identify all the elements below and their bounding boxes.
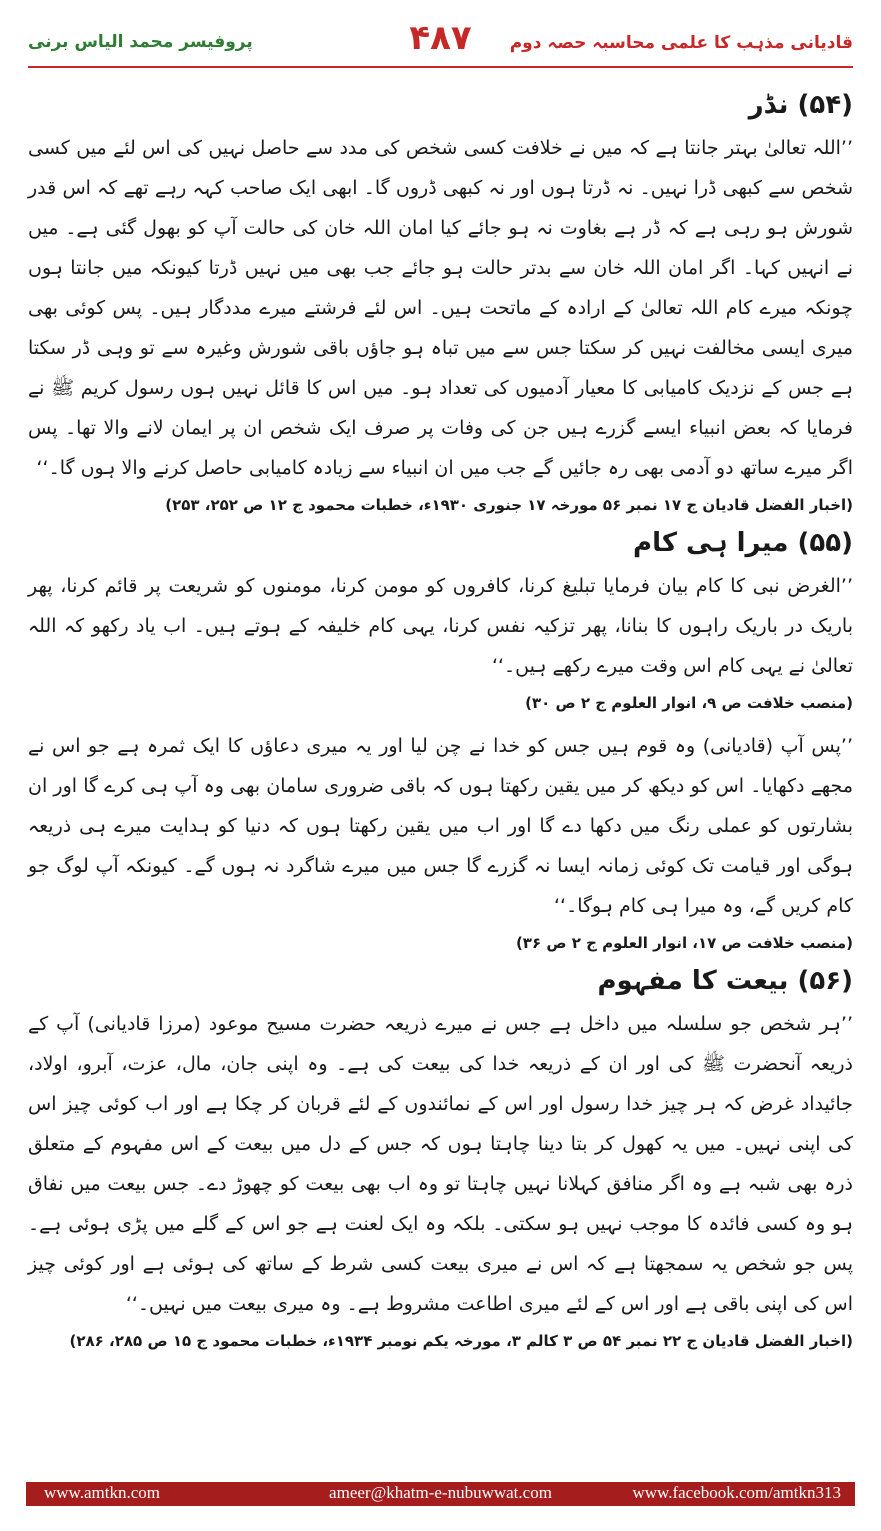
section-54-paragraph: ’’اللہ تعالیٰ بہتر جانتا ہے کہ میں نے خلافت کسی شخص کی مدد سے حاصل نہیں کی اس لئے میں کسی شخص سے کبھی ڈرا نہیں۔ نہ ڈرتا ہوں اور نہ کبھی ڈروں گا۔ ابھی ایک صاحب کہہ رہے تھے کہ اس قدر شورش ہو رہی ہے کہ ڈر ہے بغاوت نہ ہو جائے کیا امان اللہ خان کی حالت آپ کو بھول گئی ہے۔ میں نے انہیں کہا۔ اگر امان اللہ خان سے بدتر حالت ہو جائے جب بھی میں نہیں ڈرتا کیونکہ میں جانتا ہوں چونکہ میرے کام اللہ تعالیٰ کے ارادہ کے ماتحت ہیں۔ اس لئے فرشتے میرے مددگار ہیں۔ پس کوئی بھی میری ایسی مخالفت نہیں کر سکتا جس سے میں تباہ ہو جاؤں باقی شورش وغیرہ سے تو وہی ڈر سکتا ہے جس کے نزدیک کامیابی کا معیار آدمیوں کی تعداد ہو۔ میں اس کا قائل نہیں ہوں رسول کریم ﷺ نے فرمایا کہ بعض انبیاء ایسے گزرے ہیں جن کی وفات پر صرف ایک شخص ان پر ایمان لانے والا تھا۔ پس اگر میرے ساتھ دو آدمی بھی رہ جائیں گے جب میں ان انبیاء سے زیادہ کامیابی حاصل کرنے والا ہوں گا۔‘‘ [28,137,853,479]
section-56-paragraph: ’’ہر شخص جو سلسلہ میں داخل ہے جس نے میرے ذریعہ حضرت مسیح موعود (مرزا قادیانی) آپ کے ذریعہ آنحضرت ﷺ کی اور ان کے ذریعہ خدا کی بیعت کی ہے۔ وہ اپنی جان، مال، عزت، آبرو، اولاد، جائیداد غرض کہ ہر چیز خدا رسول اور اس کے نمائندوں کے لئے قربان کر چکا ہے اور اب کوئی چیز اس کی اپنی نہیں۔ میں یہ کھول کر بتا دینا چاہتا ہوں کہ جس کے دل میں بیعت کے اس مفہوم کے متعلق ذرہ بھی شبہ ہے وہ اگر منافق کہلانا نہیں چاہتا تو وہ اب بھی بیعت کو چھوڑ دے۔ جس بیعت میں نفاق ہو وہ کسی فائدہ کا موجب نہیں ہو سکتی۔ بلکہ وہ ایک لعنت ہے جو اس کے گلے میں پڑی ہوئی ہے۔ پس جو شخص یہ سمجھتا ہے کہ اس نے میری بیعت کسی شرط کے ساتھ کی ہوئی ہے اور کوئی چیز اس کی اپنی باقی ہے اور اس کے لئے میری اطاعت مشروط ہے۔ وہ میری بیعت میں نہیں۔‘‘ [28,1013,853,1315]
section-heading-56: (۵۶) بیعت کا مفہوم [597,966,853,996]
author-name: پروفیسر محمد الیاس برنی [28,32,253,52]
website-link[interactable]: www.amtkn.com [44,1483,160,1502]
section-55-reference-2: (منصب خلافت ص ۱۷، انوار العلوم ج ۲ ص ۳۶) [515,934,853,952]
page-header [28,18,853,68]
section-56-reference: (اخبار الفضل قادیان ج ۲۲ نمبر ۵۴ ص ۳ کالم ۳، مورخہ یکم نومبر ۱۹۳۴ء، خطبات محمود ج ۱۵ ص ۲۸۵، ۲۸۶) [69,1332,853,1350]
page-body [28,86,853,1364]
book-title: قادیانی مذہب کا علمی محاسبہ حصہ دوم [509,33,853,53]
section-heading-55: (۵۵) میرا ہی کام [633,528,853,558]
header-rule [28,66,853,68]
page-footer [26,1482,855,1506]
section-55-paragraph-1: ’’الغرض نبی کا کام بیان فرمایا تبلیغ کرنا، کافروں کو مومن کرنا، مومنوں کو شریعت پر قائم کرنا، پھر باریک در باریک راہوں کا بنانا، پھر تزکیہ نفس کرنا، یہی کام خلیفہ کے ہوتے ہیں۔ اب یاد رکھو کہ اللہ تعالیٰ نے یہی کام اس وقت میرے رکھے ہیں۔‘‘ [28,575,853,677]
section-54-reference: (اخبار الفضل قادیان ج ۱۷ نمبر ۵۶ مورخہ ۱۷ جنوری ۱۹۳۰ء، خطبات محمود ج ۱۲ ص ۲۵۲، ۲۵۳) [165,496,853,514]
section-heading-54: (۵۴) نڈر [748,90,853,120]
section-55-paragraph-2: ’’پس آپ (قادیانی) وہ قوم ہیں جس کو خدا نے چن لیا اور یہ میری دعاؤں کا ایک ثمرہ ہے جو اس نے مجھے دکھایا۔ اس کو دیکھ کر میں یقین رکھتا ہوں کہ باقی ضروری سامان بھی وہ آپ ہی کرے گا اور ان بشارتوں کو عملی رنگ میں دکھا دے گا اور اب میں یقین رکھتا ہوں کہ دنیا کو ہدایت میرے ہی ذریعہ ہوگی اور قیامت تک کوئی زمانہ ایسا نہ گزرے گا جس میں میرے شاگرد نہ ہوں گے۔ کیونکہ آپ لوگ جو کام کریں گے، وہ میرا ہی کام ہوگا۔‘‘ [28,735,853,917]
section-55-reference-1: (منصب خلافت ص ۹، انوار العلوم ج ۲ ص ۳۰) [525,694,853,712]
email-link[interactable]: ameer@khatm-e-nubuwwat.com [329,1483,552,1502]
page-number: ۴۸۷ [409,18,472,58]
facebook-link[interactable]: www.facebook.com/amtkn313 [632,1483,841,1502]
